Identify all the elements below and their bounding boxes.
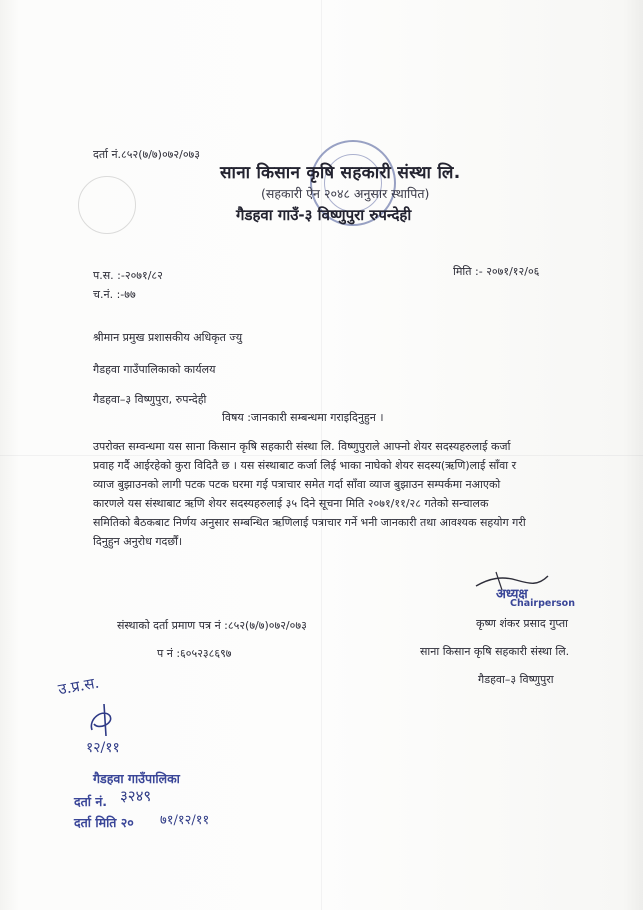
organization-location: गैडहवा गाउँ-३ विष्णुपुरा रुपन्देही bbox=[236, 206, 412, 224]
recipient-office: गैडहवा गाउँपालिकाको कार्यलय bbox=[93, 363, 216, 376]
body-line: प्रवाह गर्दै आईरहेको कुरा विदितै छ । यस संस्थाबाट कर्जा लिई भाका नाघेको शेयर सदस्य(ऋणि)लाई साँवा र bbox=[93, 459, 517, 472]
received-date-label: दर्ता मिति २० bbox=[74, 815, 134, 830]
registration-certificate-number: संस्थाको दर्ता प्रमाण पत्र नं :८५२(७/७)०७२/०७३ bbox=[117, 619, 307, 632]
handwritten-initials bbox=[84, 700, 124, 740]
recipient-address: गैडहवा–३ विष्णुपुरा, रुपन्देही bbox=[93, 393, 207, 406]
handwritten-note: उ.प्र.स. bbox=[56, 673, 101, 699]
letter-date: मिति :- २०७१/१२/०६ bbox=[453, 265, 540, 278]
signatory-organization: साना किसान कृषि सहकारी संस्था लि. bbox=[420, 645, 570, 658]
body-line: समितिको बैठकबाट निर्णय अनुसार सम्बन्धित ऋणिलाई पत्राचार गर्ने भनी जानकारी तथा आवश्यक सहयोग गरी bbox=[93, 516, 526, 529]
received-darta-label: दर्ता नं. bbox=[74, 794, 108, 809]
received-stamp-title: गैडहवा गाउँपालिका bbox=[93, 771, 180, 786]
signatory-name: कृष्ण शंकर प्रसाद गुप्ता bbox=[476, 617, 568, 630]
body-line: व्याज बुझाउनको लागी पटक पटक घरमा गई पत्राचार समेत गर्दा साँवा व्याज बुझाउन सम्पर्कमा नआएको bbox=[93, 478, 501, 491]
letter-subject: विषय :जानकारी सम्बन्धमा गराइदिनुहुन । bbox=[222, 411, 384, 424]
chairperson-stamp-title: अध्यक्ष bbox=[496, 587, 528, 602]
handwritten-date: १२/११ bbox=[86, 740, 120, 756]
received-date-value: ७१/१२/११ bbox=[160, 813, 210, 828]
chairperson-stamp-role: Chairperson bbox=[510, 598, 575, 609]
body-line: कारणले यस संस्थाबाट ऋणि शेयर सदस्यहरुलाई ३५ दिने सूचना मिति २०७१/११/२८ गतेको सन्चालक bbox=[93, 497, 489, 510]
registration-number: दर्ता नं.८५२(७/७)०७२/०७३ bbox=[93, 148, 200, 161]
organization-name: साना किसान कृषि सहकारी संस्था लि. bbox=[220, 163, 461, 183]
body-line: उपरोक्त सम्वन्धमा यस साना किसान कृषि सहकारी संस्था लि. विष्णुपुराले आफ्नो शेयर सदस्यहरुलाई कर्जा bbox=[93, 440, 511, 453]
established-note: (सहकारी ऐन २०४८ अनुसार स्थापित) bbox=[261, 186, 430, 201]
dispatch-number: च.नं. :-७७ bbox=[93, 288, 136, 301]
signatory-place: गैडहवा–३ विष्णुपुरा bbox=[478, 673, 554, 686]
faded-logo-seal bbox=[78, 176, 136, 234]
pan-number: प नं :६०५२३८६९७ bbox=[157, 647, 232, 660]
received-darta-value: ३२४९ bbox=[120, 787, 152, 805]
body-line: दिनुहुन अनुरोध गदर्छौं। bbox=[93, 535, 183, 548]
recipient-title: श्रीमान प्रमुख प्रशासकीय अधिकृत ज्यु bbox=[93, 331, 243, 344]
letter-number: प.स. :-२०७१/८२ bbox=[93, 269, 163, 282]
